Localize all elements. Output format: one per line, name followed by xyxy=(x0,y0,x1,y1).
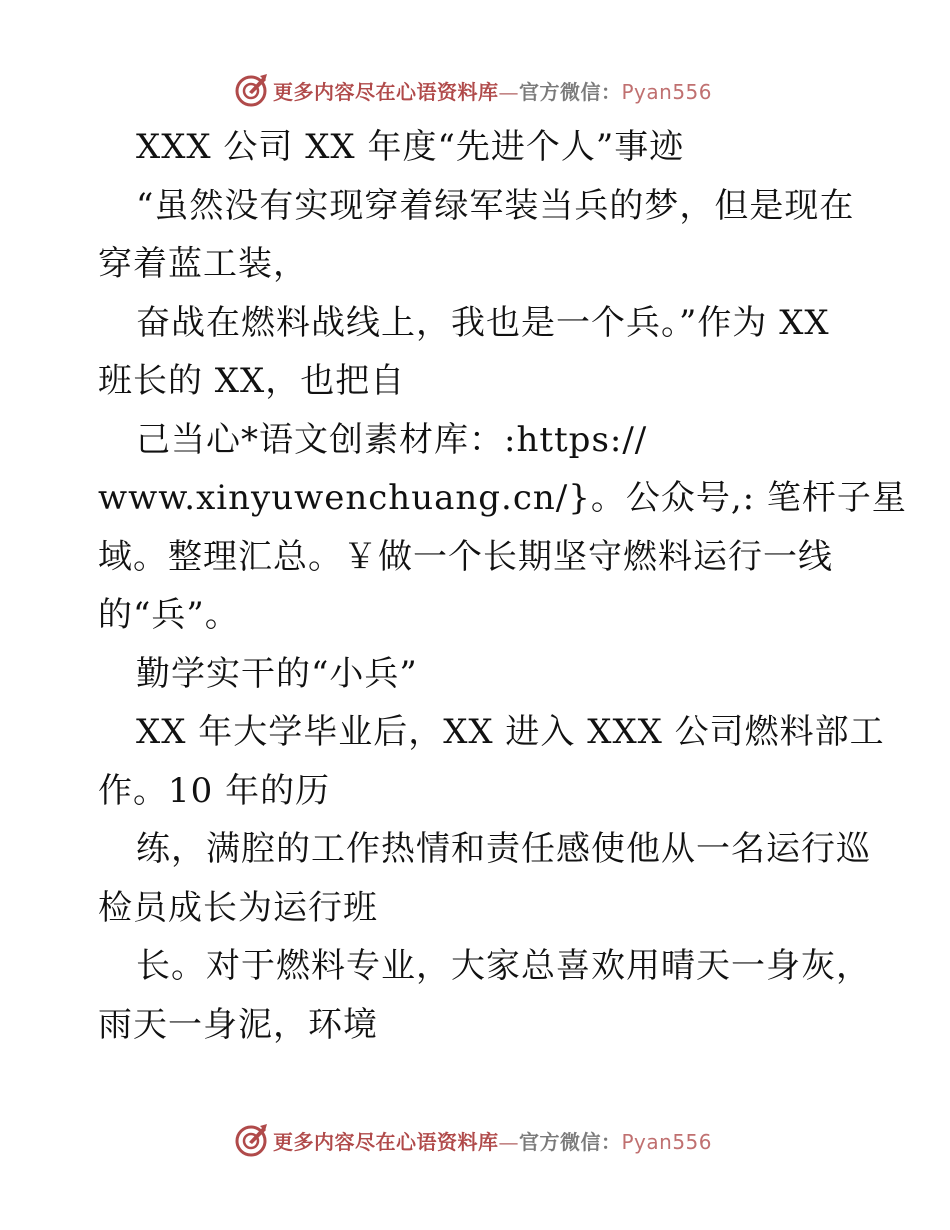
paragraph-line: 长。对于燃料专业，大家总喜欢用晴天一身灰， xyxy=(136,946,871,986)
paragraph-line: 奋战在燃料战线上，我也是一个兵。”作为 XX xyxy=(136,302,830,343)
banner-wechat-label: 官方微信： xyxy=(519,79,622,104)
banner-slogan: 更多内容尽在心语资料库 xyxy=(273,79,499,104)
document-title: XXX 公司 XX 年度“先进个人”事迹 xyxy=(136,127,685,167)
banner-separator: — xyxy=(498,79,519,104)
footer-banner xyxy=(233,1120,712,1160)
paragraph-line: 的“兵”。 xyxy=(98,595,240,635)
paragraph-line: 穿着蓝工装， xyxy=(98,244,308,284)
header-banner xyxy=(233,70,712,110)
paragraph-line: www.xinyuwenchuang.cn/}。公众号,: 笔杆子星 xyxy=(98,478,907,518)
logo-icon xyxy=(233,1122,269,1158)
paragraph-line: 域。整理汇总。￥做一个长期坚守燃料运行一线 xyxy=(98,536,833,577)
banner-text xyxy=(273,76,712,105)
paragraph-line: 己当心*语文创素材库：:https:// xyxy=(136,419,648,460)
paragraph-line: XX 年大学毕业后，XX 进入 XXX 公司燃料部工 xyxy=(136,712,885,752)
paragraph-line: 检员成长为运行班 xyxy=(98,887,378,928)
document-body xyxy=(98,118,907,1054)
banner-wechat-id: Pyan556 xyxy=(621,1129,713,1154)
banner-separator: — xyxy=(498,1129,519,1154)
paragraph-line: 作。10 年的历 xyxy=(98,770,331,811)
paragraph-line: “虽然没有实现穿着绿军装当兵的梦，但是现在 xyxy=(136,185,855,226)
section-heading: 勤学实干的“小兵” xyxy=(136,653,418,694)
logo-icon xyxy=(233,72,269,108)
paragraph-line: 练，满腔的工作热情和责任感使他从一名运行巡 xyxy=(136,829,871,869)
paragraph-line: 班长的 XX，也把自 xyxy=(98,361,406,401)
banner-text xyxy=(273,1126,712,1155)
banner-wechat-id: Pyan556 xyxy=(621,79,713,104)
paragraph-line: 雨天一身泥，环境 xyxy=(98,1004,378,1045)
banner-slogan: 更多内容尽在心语资料库 xyxy=(273,1129,499,1154)
banner-wechat-label: 官方微信： xyxy=(519,1129,622,1154)
